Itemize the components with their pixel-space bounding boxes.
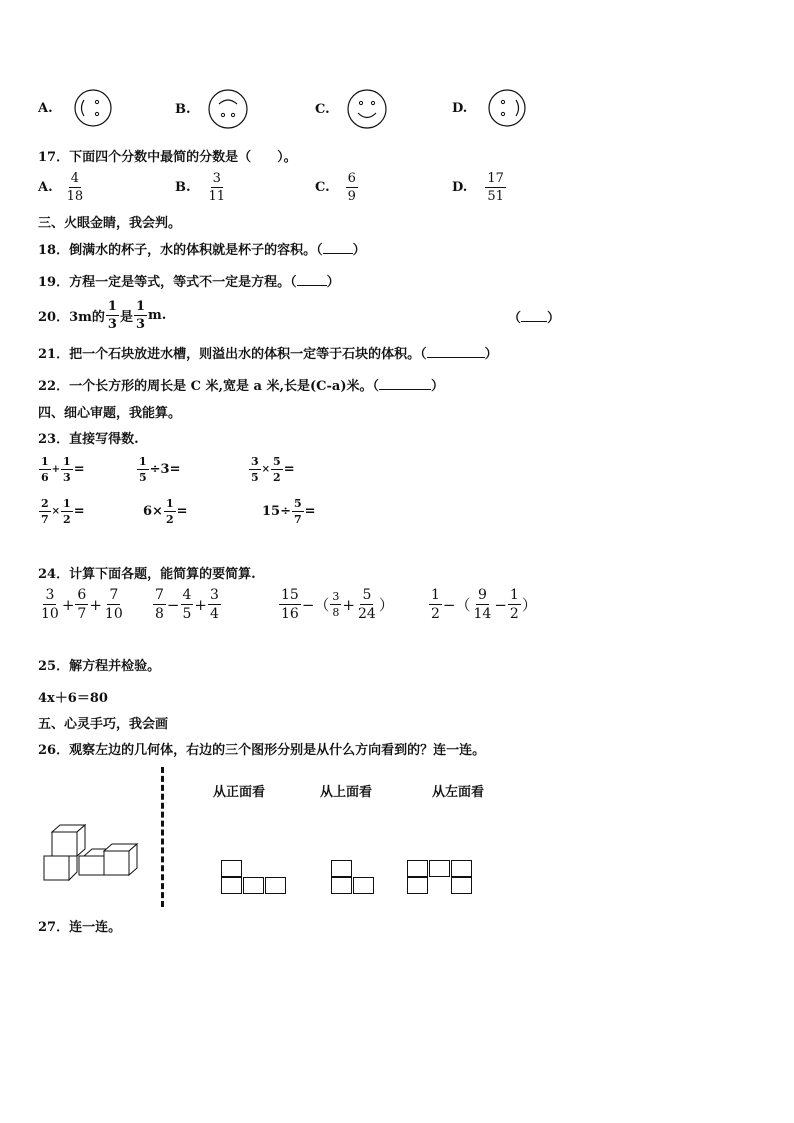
view-label-left: 从左面看 [432,785,485,800]
answer-blank[interactable] [427,345,485,358]
q24-expr-2: $\frac{7}{8}$ − $\frac{4}{5}$ + $\frac{3}{4}$ [155,587,219,622]
q23-item-4: $\frac{2}{7}$ × $\frac{1}{2}$ = [41,497,85,526]
q20-answer: （ ） [508,311,561,326]
q24-expr-3: $\frac{15}{16}$ −（ $\frac{3}{8}$ + $\frac{5}{24}$ ） [281,587,394,622]
q25-equation: 4x＋6＝80 [38,691,108,706]
section-3-heading: 三、火眼金睛，我会判。 [38,216,182,231]
q16-option-c [315,88,388,130]
q17-option-c: C. $\frac{6}{9}$ [315,171,356,204]
q18-text: 18．倒满水的杯子，水的体积就是杯子的容积。（ ） [38,243,366,258]
answer-blank[interactable] [323,241,353,254]
fraction: $\frac{17}{51}$ [487,171,504,204]
q24-expr-4: $\frac{1}{2}$ −（ $\frac{9}{14}$ − $\frac{1}{2}$ ） [431,587,537,622]
cube-solid-figure [40,822,145,884]
face-icon-side-right [487,88,527,128]
view-label-top: 从上面看 [320,785,373,800]
answer-blank[interactable] [521,309,547,322]
q17-option-a: A. $\frac{4}{18}$ [38,171,84,204]
section-4-heading: 四、细心审题，我能算。 [38,406,182,421]
q16-option-d [452,88,527,128]
dashed-divider [161,767,164,907]
q21-text: 21．把一个石块放进水槽，则溢出水的体积一定等于石块的体积。（ ） [38,347,498,362]
q16-option-a [38,88,113,128]
q24-text: 24．计算下面各题，能简算的要简算. [38,567,256,582]
q16-option-b [175,88,249,130]
option-label: C. [315,101,330,117]
q23-item-5: 6× $\frac{1}{2}$ = [143,497,188,526]
q17-option-b: B. $\frac{3}{11}$ [175,171,226,204]
option-label: D. [452,100,468,116]
fraction: $\frac{3}{11}$ [208,171,226,204]
q19-text: 19．方程一定是等式，等式不一定是方程。（ ） [38,275,340,290]
q23-item-2: $\frac{1}{5}$ ÷3 = [139,455,181,484]
q23-item-1: $\frac{1}{6}$ + $\frac{1}{3}$ = [41,455,85,484]
face-icon-upside-down [207,88,249,130]
option-label: A. [38,100,53,116]
q20-text: 20．3m的 $\frac{1}{3}$ 是 $\frac{1}{3}$ m. [38,299,167,332]
option-label: B. [175,101,191,117]
answer-blank[interactable] [379,377,431,390]
face-icon-side-left [73,88,113,128]
answer-blank[interactable] [297,273,327,286]
fraction: $\frac{1}{3}$ [135,299,146,332]
q23-item-6: 15÷ $\frac{5}{7}$ = [262,497,316,526]
q22-text: 22．一个长方形的周长是 C 米,宽是 a 米,长是(C-a)米。（ ） [38,379,444,394]
q23-text: 23．直接写得数. [38,432,139,447]
q27-text: 27．连一连。 [38,920,122,935]
face-icon-smile [346,88,388,130]
view-label-front: 从正面看 [213,785,266,800]
q17-option-d: D. $\frac{17}{51}$ [452,171,504,204]
q24-expr-1: $\frac{3}{10}$ + $\frac{6}{7}$ + $\frac{7}{10}$ [41,587,123,622]
section-5-heading: 五、心灵手巧，我会画 [38,717,169,732]
fraction: $\frac{1}{3}$ [107,299,117,332]
fraction: $\frac{4}{18}$ [66,171,84,204]
fraction: $\frac{6}{9}$ [347,171,356,204]
q23-item-3: $\frac{3}{5}$ × $\frac{5}{2}$ = [251,455,295,484]
q17-text: 17．下面四个分数中最简的分数是（ ）。 [38,150,297,165]
q26-text: 26．观察左边的几何体，右边的三个图形分别是从什么方向看到的？连一连。 [38,743,486,758]
q25-text: 25．解方程并检验。 [38,659,161,674]
